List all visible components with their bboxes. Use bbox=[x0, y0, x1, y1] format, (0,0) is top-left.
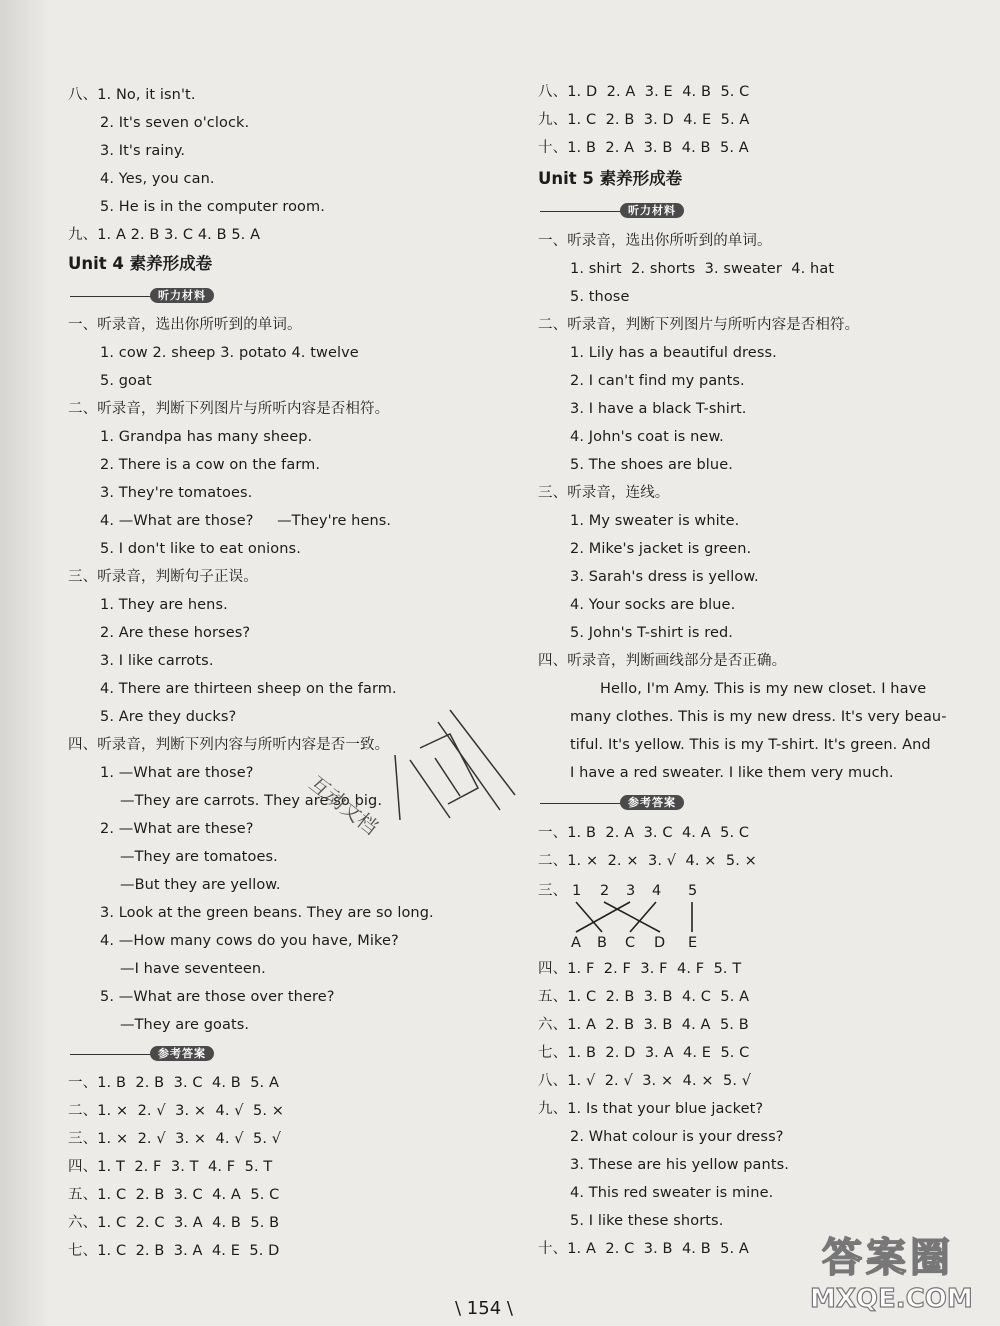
question-item: 4. Your socks are blue. bbox=[570, 597, 736, 613]
question-item: 5. I don't like to eat onions. bbox=[100, 541, 301, 557]
question-item: 2. Mike's jacket is green. bbox=[570, 541, 752, 557]
watermark-url: MXQE.COM bbox=[810, 1284, 973, 1314]
matching-lines bbox=[568, 880, 708, 952]
answer-line: 二、1. × 2. × 3. √ 4. × 5. × bbox=[538, 853, 757, 869]
question-item: 1. Lily has a beautiful dress. bbox=[570, 345, 777, 361]
divider bbox=[70, 296, 154, 297]
match-bottom-e: E bbox=[688, 935, 698, 951]
answers-tag: 参考答案 bbox=[620, 795, 684, 810]
question-item: —They are goats. bbox=[120, 1017, 250, 1033]
question-item: 3. I have a black T-shirt. bbox=[570, 401, 747, 417]
question-title: 三、听录音，连线。 bbox=[538, 485, 670, 501]
answer-line: 七、1. B 2. D 3. A 4. E 5. C bbox=[538, 1045, 750, 1061]
answer-line: 5. He is in the computer room. bbox=[100, 199, 325, 215]
binding-gutter bbox=[0, 0, 50, 1326]
answer-line: 五、1. C 2. B 3. B 4. C 5. A bbox=[538, 989, 750, 1005]
question-item: 1. shirt 2. shorts 3. sweater 4. hat bbox=[570, 261, 835, 277]
match-top-1: 1 bbox=[572, 883, 582, 899]
answer-line: 3. These are his yellow pants. bbox=[570, 1157, 789, 1173]
question-item: 5. The shoes are blue. bbox=[570, 457, 733, 473]
passage-line: many clothes. This is my new dress. It's very beau- bbox=[570, 709, 947, 725]
passage-line: tiful. It's yellow. This is my T-shirt. It's green. And bbox=[570, 737, 931, 753]
question-item: —They are carrots. They are so big. bbox=[120, 793, 383, 809]
question-title: 四、听录音，判断画线部分是否正确。 bbox=[538, 653, 787, 669]
divider bbox=[70, 1054, 154, 1055]
question-title: 二、听录音，判断下列图片与所听内容是否相符。 bbox=[538, 317, 860, 333]
question-item: 3. I like carrots. bbox=[100, 653, 214, 669]
listening-tag: 听力材料 bbox=[150, 288, 214, 303]
answer-line: 四、1. T 2. F 3. T 4. F 5. T bbox=[68, 1159, 273, 1175]
question-item: 4. —What are those? —They're hens. bbox=[100, 513, 392, 529]
answer-line: 九、1. Is that your blue jacket? bbox=[538, 1101, 764, 1117]
answer-line: 十、1. B 2. A 3. B 4. B 5. A bbox=[538, 140, 749, 156]
question-item: 2. There is a cow on the farm. bbox=[100, 457, 321, 473]
match-bottom-d: D bbox=[654, 935, 666, 951]
answer-line: 十、1. A 2. C 3. B 4. B 5. A bbox=[538, 1241, 749, 1257]
unit4-title: Unit 4 素养形成卷 bbox=[68, 254, 213, 273]
listening-tag: 听力材料 bbox=[620, 203, 684, 218]
answer-line: 四、1. F 2. F 3. F 4. F 5. T bbox=[538, 961, 742, 977]
answer-line: 一、1. B 2. A 3. C 4. A 5. C bbox=[538, 825, 750, 841]
page-number: \ 154 \ bbox=[455, 1298, 513, 1319]
site-watermark bbox=[810, 1226, 990, 1321]
answer-line: 六、1. A 2. B 3. B 4. A 5. B bbox=[538, 1017, 749, 1033]
answer-line: 五、1. C 2. B 3. C 4. A 5. C bbox=[68, 1187, 280, 1203]
answer-line: 4. This red sweater is mine. bbox=[570, 1185, 774, 1201]
answer-line: 2. What colour is your dress? bbox=[570, 1129, 784, 1145]
match-bottom-c: C bbox=[625, 935, 636, 951]
answer-line: 2. It's seven o'clock. bbox=[100, 115, 250, 131]
question-item: 2. Are these horses? bbox=[100, 625, 251, 641]
question-item: 5. goat bbox=[100, 373, 152, 389]
passage-line: I have a red sweater. I like them very much. bbox=[570, 765, 894, 781]
answer-line: 3. It's rainy. bbox=[100, 143, 186, 159]
match-top-2: 2 bbox=[600, 883, 610, 899]
question-item: 4. There are thirteen sheep on the farm. bbox=[100, 681, 397, 697]
answer-line: 二、1. × 2. √ 3. × 4. √ 5. × bbox=[68, 1103, 285, 1119]
question-item: 1. Grandpa has many sheep. bbox=[100, 429, 313, 445]
question-item: 1. My sweater is white. bbox=[570, 513, 740, 529]
question-item: 3. They're tomatoes. bbox=[100, 485, 253, 501]
matching-diagram bbox=[568, 880, 708, 952]
watermark-logo-text: 答案圈 bbox=[822, 1235, 954, 1281]
question-item: 4. —How many cows do you have, Mike? bbox=[100, 933, 399, 949]
match-bottom-a: A bbox=[571, 935, 582, 951]
question-item: 2. I can't find my pants. bbox=[570, 373, 745, 389]
unit5-title: Unit 5 素养形成卷 bbox=[538, 169, 683, 188]
answer-line: 九、1. C 2. B 3. D 4. E 5. A bbox=[538, 112, 750, 128]
question-item: —I have seventeen. bbox=[120, 961, 266, 977]
question-item: —But they are yellow. bbox=[120, 877, 281, 893]
match-top-4: 4 bbox=[652, 883, 662, 899]
question-title: 二、听录音，判断下列图片与所听内容是否相符。 bbox=[68, 401, 390, 417]
answer-line: 六、1. C 2. C 3. A 4. B 5. B bbox=[68, 1215, 280, 1231]
match-top-3: 3 bbox=[626, 883, 636, 899]
match-top-5: 5 bbox=[688, 883, 698, 899]
question-item: —They are tomatoes. bbox=[120, 849, 278, 865]
answer-line: 八、1. D 2. A 3. E 4. B 5. C bbox=[538, 84, 750, 100]
question-item: 1. cow 2. sheep 3. potato 4. twelve bbox=[100, 345, 359, 361]
question-item: 5. John's T-shirt is red. bbox=[570, 625, 733, 641]
matching-prefix: 三、 bbox=[538, 883, 568, 899]
divider bbox=[540, 211, 624, 212]
question-item: 3. Sarah's dress is yellow. bbox=[570, 569, 759, 585]
answer-line: 三、1. × 2. √ 3. × 4. √ 5. √ bbox=[68, 1131, 282, 1147]
answer-line: 4. Yes, you can. bbox=[100, 171, 215, 187]
match-bottom-b: B bbox=[597, 935, 608, 951]
question-item: 2. —What are these? bbox=[100, 821, 254, 837]
question-item: 5. those bbox=[570, 289, 630, 305]
question-title: 四、听录音，判断下列内容与所听内容是否一致。 bbox=[68, 737, 390, 753]
question-title: 一、听录音，选出你所听到的单词。 bbox=[538, 233, 772, 249]
question-item: 1. —What are those? bbox=[100, 765, 254, 781]
answer-line: 八、1. √ 2. √ 3. × 4. × 5. √ bbox=[538, 1073, 752, 1089]
answer-line: 七、1. C 2. B 3. A 4. E 5. D bbox=[68, 1243, 280, 1259]
question-title: 一、听录音，选出你所听到的单词。 bbox=[68, 317, 302, 333]
answer-line: 5. I like these shorts. bbox=[570, 1213, 724, 1229]
answer-line: 九、1. A 2. B 3. C 4. B 5. A bbox=[68, 227, 261, 243]
question-item: 5. —What are those over there? bbox=[100, 989, 335, 1005]
stamp-text: 互动文档 bbox=[304, 771, 383, 840]
divider bbox=[540, 803, 624, 804]
question-item: 5. Are they ducks? bbox=[100, 709, 237, 725]
question-title: 三、听录音，判断句子正误。 bbox=[68, 569, 258, 585]
answers-tag: 参考答案 bbox=[150, 1046, 214, 1061]
answer-line: 一、1. B 2. B 3. C 4. B 5. A bbox=[68, 1075, 279, 1091]
question-item: 4. John's coat is new. bbox=[570, 429, 724, 445]
answer-line: 八、1. No, it isn't. bbox=[68, 87, 196, 103]
question-item: 1. They are hens. bbox=[100, 597, 228, 613]
question-item: 3. Look at the green beans. They are so long. bbox=[100, 905, 434, 921]
passage-line: Hello, I'm Amy. This is my new closet. I have bbox=[600, 681, 927, 697]
